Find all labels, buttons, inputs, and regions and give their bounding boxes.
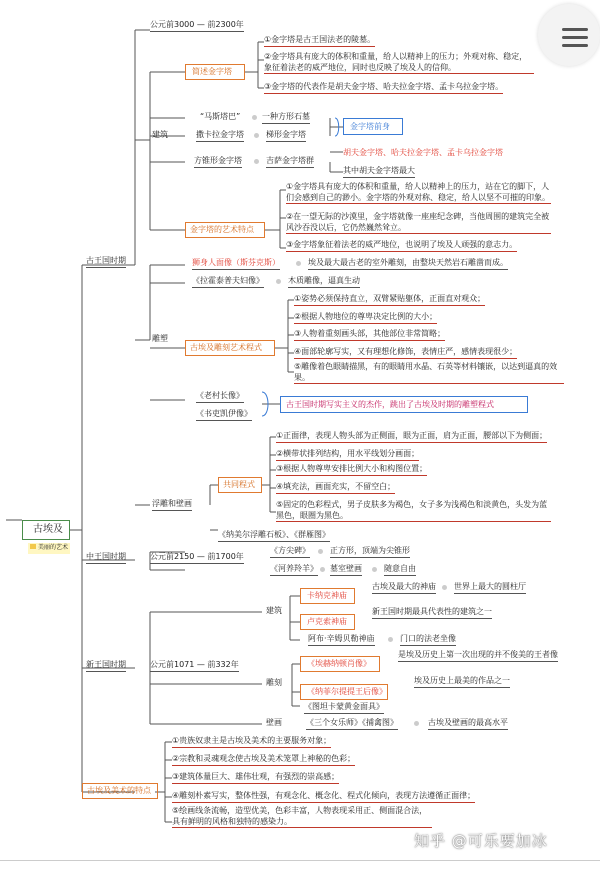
architecture-label[interactable]: 建筑	[152, 130, 168, 139]
art-item-2: ②在一望无际的沙漠里，金字塔就像一座座纪念碑，当他周围的建筑完全被风沙吞没以后，它仍然巍然耸立。	[286, 212, 551, 234]
tutankhamun-label: 《图坦卡蒙黄金面具》	[304, 702, 384, 714]
common-item-2: ②横带状排列结构，用水平线划分画面；	[276, 449, 419, 461]
sculpture-rules-title[interactable]: 古埃及雕刻艺术程式	[185, 340, 275, 356]
mastaba-desc: 一种方形石墓	[262, 112, 310, 124]
brief-item-3: ③金字塔的代表作是胡夫金字塔、哈夫拉金字塔、孟卡乌拉金字塔。	[264, 82, 503, 94]
bullet-dot	[276, 279, 281, 284]
mural-label[interactable]: 壁画	[266, 718, 282, 727]
scribe-label: 《书吏凯伊像》	[196, 409, 252, 421]
bullet-dot	[388, 637, 393, 642]
feature-item-3: ③建筑体量巨大、雄伟壮观，有强烈的崇高感；	[172, 772, 339, 784]
note-icon	[30, 544, 36, 549]
sculpture-label[interactable]: 雕塑	[152, 334, 168, 343]
abu-simbel-desc: 门口的法老坐像	[400, 634, 456, 646]
brief-item-2: ②金字塔具有庞大的体积和重量，给人以精神上的压力；外观对称、稳定，象征着法老的威严地位，同时也反映了埃及人的信仰。	[264, 52, 534, 74]
step-pyramid-label: 撒卡拉金字塔	[196, 130, 244, 142]
antelope-note: 随意自由	[384, 564, 416, 576]
common-rules-title[interactable]: 共同程式	[218, 477, 262, 493]
root-title: 古埃及	[33, 524, 63, 535]
bullet-dot	[318, 549, 323, 554]
feature-item-5: ⑤绘画线条流畅，造型优美，色彩丰富，人物表现采用正、侧面混合法，具有鲜明的风格和独特的感染力。	[172, 806, 432, 828]
village-head-label: 《老村长像》	[196, 391, 244, 403]
pyramid-art-title[interactable]: 金字塔的艺术特点	[185, 222, 265, 238]
brief-item-1: ①金字塔是古王国法老的陵墓。	[264, 35, 375, 47]
nefertiti-desc: 埃及历史上最美的作品之一	[414, 676, 510, 688]
feature-item-2: ②宗教和灵魂观念使古埃及美术笼罩上神秘的色彩；	[172, 754, 355, 766]
rahotep-desc: 木质雕像，逼真生动	[288, 276, 360, 288]
bullet-dot	[372, 567, 377, 572]
nefertiti-box[interactable]: 《纳菲尔提提王后像》	[300, 684, 388, 700]
antelope-desc: 墓室壁画	[330, 564, 362, 576]
giza-largest: 其中胡夫金字塔最大	[343, 166, 415, 178]
bullet-dot	[252, 115, 257, 120]
relief-label[interactable]: 浮雕和壁画	[152, 499, 192, 511]
art-item-1: ①金字塔具有庞大的体积和重量，给人以精神上的压力，站在它的脚下，人们会感到自己的渺小。金字塔的外观对称、稳定，给人以坚不可摧的印象。	[286, 182, 551, 204]
sphinx-desc: 埃及最大最古老的室外雕刻，由整块天然岩石雕凿而成。	[308, 258, 508, 270]
karnak-box[interactable]: 卡纳克神庙	[300, 588, 355, 604]
features-title[interactable]: 古埃及美术的特点	[82, 783, 158, 799]
rule-item-1: ①姿势必须保持直立，双臂紧贴躯体，正面直对观众；	[294, 294, 485, 306]
art-item-3: ③金字塔象征着法老的威严地位，也说明了埃及人顽强的意志力。	[286, 240, 517, 252]
watermark: 知乎 @可乐要加冰	[414, 832, 548, 850]
bullet-dot	[414, 721, 419, 726]
rahotep-label: 《拉霍泰普夫妇像》	[192, 276, 264, 288]
mural-works: 《三个女乐师》《捕禽图》	[306, 718, 398, 730]
new-kingdom-date: 公元前1071 — 前332年	[150, 660, 239, 672]
rule-item-5: ⑤雕像着色眼睛描黑，有的眼睛用水晶、石英等材料镶嵌，以达到逼真的效果。	[294, 362, 564, 384]
root-tag: 美丽的艺术	[28, 543, 70, 554]
abu-simbel-label: 阿布·辛姆贝勒神庙	[308, 634, 375, 646]
karnak-desc: 古埃及最大的神庙	[372, 582, 436, 594]
square-pyramid-label: 方锥形金字塔	[194, 156, 242, 168]
new-sculpture-label[interactable]: 雕刻	[266, 678, 282, 687]
menu-button[interactable]	[538, 4, 600, 66]
common-item-4: ④填充法，画面充实，不留空白；	[276, 482, 395, 494]
new-architecture-label[interactable]: 建筑	[266, 606, 282, 615]
luxor-box[interactable]: 卢克索神庙	[300, 614, 355, 630]
rule-item-2: ②根据人物地位的尊卑决定比例的大小；	[294, 312, 437, 324]
old-kingdom-label[interactable]: 古王国时期	[86, 256, 126, 268]
bullet-dot	[442, 585, 447, 590]
giza-members: 胡夫金字塔、哈夫拉金字塔、孟卡乌拉金字塔	[343, 148, 503, 157]
bullet-dot	[254, 159, 259, 164]
common-item-1: ①正面律，表现人物头部为正侧面，眼为正面，肩为正面，腰部以下为侧面；	[276, 431, 547, 443]
rule-item-3: ③人物着重刻画头部，其他部位非常简略；	[294, 329, 445, 341]
bullet-dot	[254, 133, 259, 138]
new-kingdom-label[interactable]: 新王国时期	[86, 660, 126, 672]
akhenaten-desc: 是埃及历史上第一次出现的并不俊美的王者像	[398, 650, 558, 662]
luxor-desc: 新王国时期最具代表性的建筑之一	[372, 607, 492, 619]
mastaba-label: “马斯塔巴”	[200, 112, 241, 121]
antelope-label: 《河养羚羊》	[270, 564, 318, 576]
pyramid-brief-title[interactable]: 简述金字塔	[185, 64, 245, 80]
feature-item-4: ④雕刻朴素写实，整体性强，有观念化、概念化、程式化倾向，表现方法遵循正面律；	[172, 791, 475, 803]
akhenaten-box[interactable]: 《埃赫纳顿肖像》	[300, 656, 380, 672]
bullet-dot	[296, 261, 301, 266]
menu-icon-bar	[562, 44, 588, 47]
root-node[interactable]	[22, 520, 70, 540]
obelisk-label: 《方尖碑》	[270, 546, 310, 558]
step-pyramid-desc: 梯形金字塔	[266, 130, 306, 142]
middle-kingdom-date: 公元前2150 — 前1700年	[150, 552, 244, 564]
rule-item-4: ④面部轮廓写实，又有理想化修饰，表情庄严，感情表现很少；	[294, 347, 517, 359]
relief-works: 《纳美尔浮雕石板》、《群雁图》	[218, 530, 330, 542]
sphinx-label: 狮身人面像（斯芬克斯）	[192, 258, 280, 270]
menu-icon-bar	[562, 36, 588, 39]
giza-label: 吉萨金字塔群	[266, 156, 314, 168]
feature-item-1: ①贵族奴隶主是古埃及美术的主要服务对象；	[172, 736, 331, 748]
realism-box[interactable]: 古王国时期写实主义的杰作，跳出了古埃及时期的雕塑程式	[280, 396, 528, 413]
common-item-3: ③根据人物尊卑安排比例大小和构图位置；	[276, 464, 427, 476]
middle-kingdom-label[interactable]: 中王国时期	[86, 552, 126, 564]
bullet-dot	[320, 567, 325, 572]
menu-icon-bar	[562, 28, 588, 31]
predecessor-box[interactable]: 金字塔前身	[343, 118, 403, 135]
common-item-5: ⑤固定的色彩程式，男子皮肤多为褐色，女子多为浅褐色和淡黄色，头发为蓝黑色，眼圈为黑色。	[276, 500, 551, 522]
karnak-note: 世界上最大的圆柱厅	[454, 582, 526, 594]
old-kingdom-date: 公元前3000 — 前2300年	[150, 20, 244, 32]
mural-desc: 古埃及壁画的最高水平	[428, 718, 508, 730]
obelisk-desc: 正方形，顶端为尖锥形	[330, 546, 410, 558]
